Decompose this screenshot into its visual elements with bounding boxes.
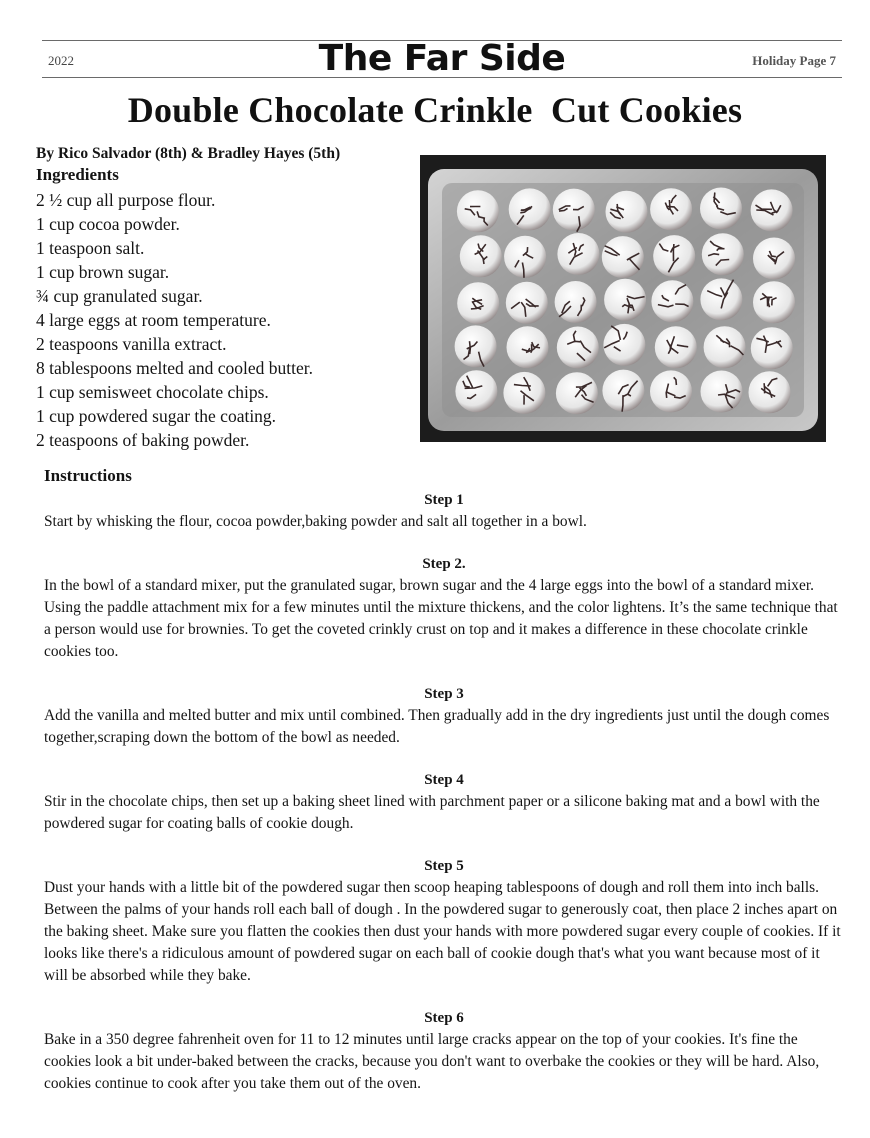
- cookie: [455, 370, 497, 412]
- ingredient-item: 2 teaspoons of baking powder.: [36, 430, 250, 450]
- cookie: [753, 238, 795, 280]
- cookies-photo: [420, 155, 826, 442]
- step-title: Step 4: [424, 772, 464, 788]
- cookie: [701, 371, 743, 413]
- cookie-crack: [673, 244, 674, 261]
- cookie-crack: [470, 341, 471, 354]
- cookie: [507, 326, 549, 368]
- step-title: Step 1: [424, 492, 464, 508]
- ingredients-heading: Ingredients: [36, 165, 119, 184]
- step-text: Bake in a 350 degree fahrenheit oven for 11 to 12 minutes until large cracks appear on the top of your cookies. It's fine the cookies look a bit under-baked between the cracks, because you don't want to overbake the cookies or they will be hard. Also, cookies continue to cook after you take them out of the oven.: [44, 1031, 820, 1092]
- ingredient-item: 1 cup brown sugar.: [36, 262, 170, 282]
- cookie: [651, 280, 693, 322]
- cookie: [555, 281, 597, 323]
- cookie: [650, 370, 692, 412]
- ingredient-item: 1 teaspoon salt.: [36, 238, 145, 258]
- step-block: [44, 684, 844, 749]
- instructions-heading: Instructions: [44, 466, 132, 485]
- cookie: [506, 282, 548, 324]
- ingredient-item: 2 ½ cup all purpose flour.: [36, 190, 216, 210]
- cookie: [556, 372, 598, 414]
- step-text: In the bowl of a standard mixer, put the granulated sugar, brown sugar and the 4 large eggs into the bowl of a standard mixer. Using the paddle attachment mix for a few minutes until the mixture thickens, and the color lightens. It’s the same technique that a person would use for brownies. To get the coveted crinkly crust on top and it makes a difference in these chocolate crinkle cookies too.: [44, 577, 838, 660]
- cookie: [604, 279, 646, 321]
- cookie: [704, 326, 746, 368]
- newspaper-title: The Far Side: [318, 38, 566, 79]
- byline: By Rico Salvador (8th) & Bradley Hayes (5th): [36, 145, 341, 162]
- step-block: [44, 770, 844, 835]
- issue-year: 2022: [48, 53, 74, 68]
- cookie: [702, 233, 744, 275]
- step-text: Start by whisking the flour, cocoa powder,baking powder and salt all together in a bowl.: [44, 513, 587, 530]
- step-title: Step 2.: [422, 556, 466, 572]
- ingredients-list: [36, 188, 313, 452]
- ingredient-item: 4 large eggs at room temperature.: [36, 310, 271, 330]
- step-title: Step 6: [424, 1010, 464, 1026]
- cookie: [655, 326, 697, 368]
- step-title: Step 5: [424, 858, 464, 874]
- ingredient-item: 8 tablespoons melted and cooled butter.: [36, 358, 314, 378]
- step-block: [44, 490, 844, 533]
- cookie: [700, 278, 742, 320]
- cookie: [457, 282, 499, 324]
- ingredient-item: 1 cup semisweet chocolate chips.: [36, 382, 269, 402]
- cookie-tray-illustration: [420, 155, 826, 442]
- cookie: [455, 325, 497, 367]
- ingredient-item: 1 cup powdered sugar the coating.: [36, 406, 277, 426]
- article-title: Double Chocolate Crinkle Cut Cookies: [127, 90, 743, 130]
- step-block: [44, 554, 844, 663]
- cookie: [557, 233, 599, 275]
- step-text: Stir in the chocolate chips, then set up a baking sheet lined with parchment paper or a silicone baking mat and a bowl with the powdered sugar for coating balls of cookie dough.: [44, 793, 820, 832]
- cookie: [606, 191, 648, 233]
- masthead: [42, 40, 842, 78]
- page-label: Holiday Page 7: [752, 53, 836, 68]
- step-block: [44, 1008, 844, 1095]
- step-title: Step 3: [424, 686, 464, 702]
- ingredient-item: ¾ cup granulated sugar.: [36, 286, 203, 306]
- cookie: [753, 281, 795, 323]
- ingredient-item: 1 cup cocoa powder.: [36, 214, 180, 234]
- cookie: [504, 236, 546, 278]
- ingredient-item: 2 teaspoons vanilla extract.: [36, 334, 227, 354]
- cookie: [602, 236, 644, 278]
- cookie: [751, 327, 793, 369]
- step-block: [44, 856, 844, 987]
- step-text: Add the vanilla and melted butter and mix until combined. Then gradually add in the dry ingredients just until the dough comes together,scraping down the bottom of the bowl as needed.: [44, 707, 830, 746]
- step-text: Dust your hands with a little bit of the powdered sugar then scoop heaping tablespoons of dough and roll them into inch balls. Between the palms of your hands roll each ball of dough . In the powdered sugar to generously coat, then place 2 inches apart on the baking sheet. Make sure you flatten the cookies then dust your hands with more powdered sugar every couple of cookies. If it looks like there's a ridiculous amount of powdered sugar on each ball of cookie dough that's what you want because most of it will be absorbed while they bake.: [44, 879, 841, 984]
- instructions-steps: [44, 490, 844, 1116]
- cookie-crack: [622, 395, 623, 412]
- cookie: [557, 327, 599, 369]
